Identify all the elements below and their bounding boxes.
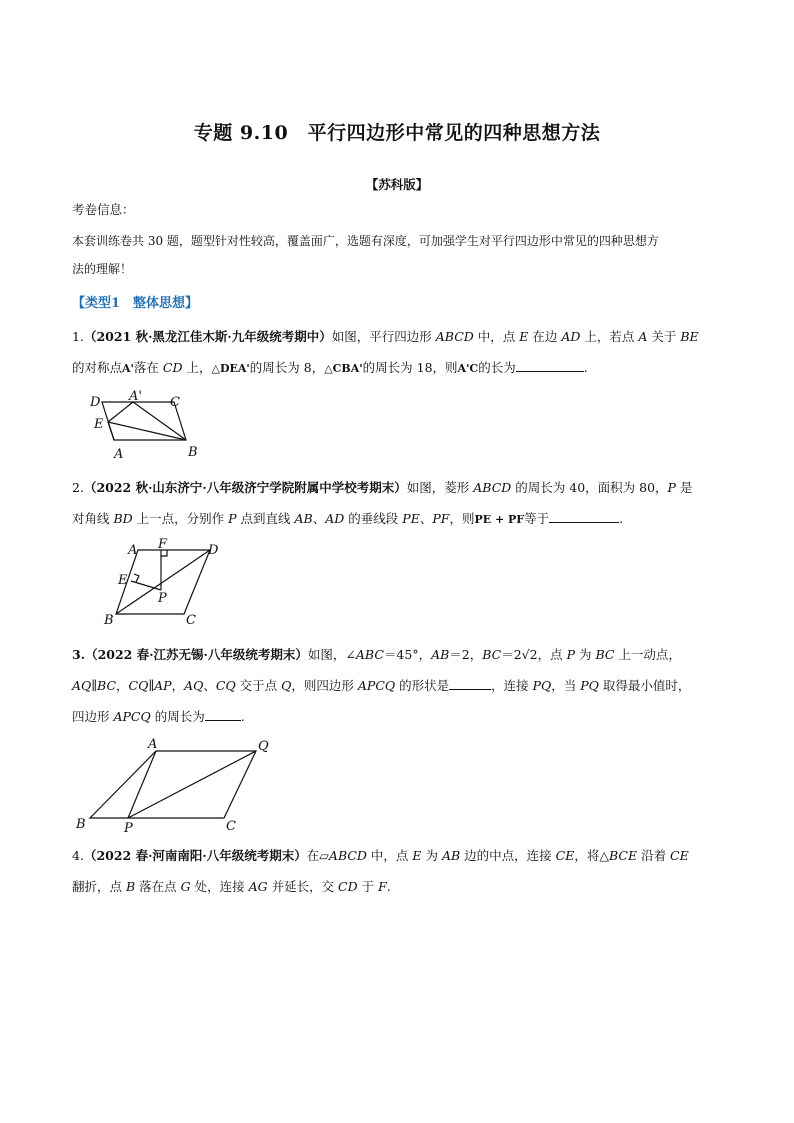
fig1-line-EA1 <box>108 402 133 422</box>
question-1-line-1: 1.（2021 秋·黑龙江佳木斯·九年级统考期中）如图，平行四边形 ABCD 中，点 E 在边 AD 上，若点 A 关于 BE <box>72 329 699 344</box>
info-label: 考卷信息： <box>72 202 135 217</box>
question-1-line-2: 的对称点A'落在 CD 上，△DEA'的周长为 8，△CBA'的周长为 18，则A'C的长为 . <box>72 360 588 375</box>
fig3-label-A: A <box>148 737 158 752</box>
figure-2-rhombus <box>100 537 230 628</box>
answer-blank[interactable] <box>205 708 241 721</box>
fig2-label-A: A <box>128 543 138 558</box>
fig3-label-Q: Q <box>258 739 269 754</box>
fig1-label-B: B <box>188 445 198 460</box>
fig3-label-B: B <box>76 817 86 832</box>
fig3-parallelogram-ABCQ <box>90 751 256 818</box>
figure-1-parallelogram <box>86 390 206 468</box>
info-text-2: 法的理解！ <box>72 262 133 276</box>
question-3-line-2: AQ∥BC，CQ∥AP，AQ、CQ 交于点 Q，则四边形 APCQ 的形状是 ，连接 PQ，当 PQ 取得最小值时， <box>72 678 691 693</box>
info-text: 本套训练卷共 30 题，题型针对性较高，覆盖面广，选题有深度，可加强学生对平行四边形中常见的四种思想方 <box>72 234 659 248</box>
question-3-line-1: 3.（2022 春·江苏无锡·八年级统考期末）如图，∠ABC＝45°，AB＝2，BC＝2√2，点 P 为 BC 上一动点， <box>72 647 681 662</box>
fig1-label-D: D <box>90 395 101 410</box>
fig3-line-PQ <box>128 751 256 818</box>
question-3-line-3: 四边形 APCQ 的周长为 . <box>72 709 245 724</box>
answer-blank[interactable] <box>549 510 619 523</box>
fig2-label-C: C <box>186 613 196 628</box>
fig2-perpendicular-PE <box>131 581 161 590</box>
figure-3-parallelogram <box>74 734 284 834</box>
section-heading: 【类型1 整体思想】 <box>72 296 199 311</box>
question-4-line-2: 翻折，点 B 落在点 G 处，连接 AG 并延长，交 CD 于 F. <box>72 879 391 894</box>
fig1-label-A: A <box>114 447 124 462</box>
fig1-label-C: C <box>170 395 180 410</box>
fig2-right-angle-E <box>134 574 139 582</box>
fig2-label-P: P <box>158 591 167 606</box>
fig1-label-A1: A' <box>129 389 142 404</box>
question-4-line-1: 4.（2022 春·河南南阳·八年级统考期末）在▱ABCD 中，点 E 为 AB 边的中点，连接 CE，将△BCE 沿着 CE <box>72 848 689 863</box>
edition-label: 【苏科版】 <box>365 177 429 192</box>
fig1-line-EA <box>108 422 114 440</box>
fig2-label-B: B <box>104 613 114 628</box>
page-title: 专题 9.10 平行四边形中常见的四种思想方法 <box>193 122 601 144</box>
fig2-label-D: D <box>208 543 219 558</box>
question-2-line-1: 2.（2022 秋·山东济宁·八年级济宁学院附属中学校考期末）如图，菱形 ABCD 的周长为 40，面积为 80，P 是 <box>72 480 693 495</box>
answer-blank[interactable] <box>516 359 584 372</box>
fig2-label-E: E <box>118 573 128 588</box>
fig2-label-F: F <box>158 537 168 552</box>
fig3-label-P: P <box>124 821 133 836</box>
fig1-label-E: E <box>94 417 104 432</box>
fig3-line-AP <box>128 751 156 818</box>
question-2-line-2: 对角线 BD 上一点，分别作 P 点到直线 AB、AD 的垂线段 PE、PF，则PE + PF等于 . <box>72 511 624 526</box>
answer-blank[interactable] <box>449 677 491 690</box>
fig3-label-C: C <box>226 819 236 834</box>
